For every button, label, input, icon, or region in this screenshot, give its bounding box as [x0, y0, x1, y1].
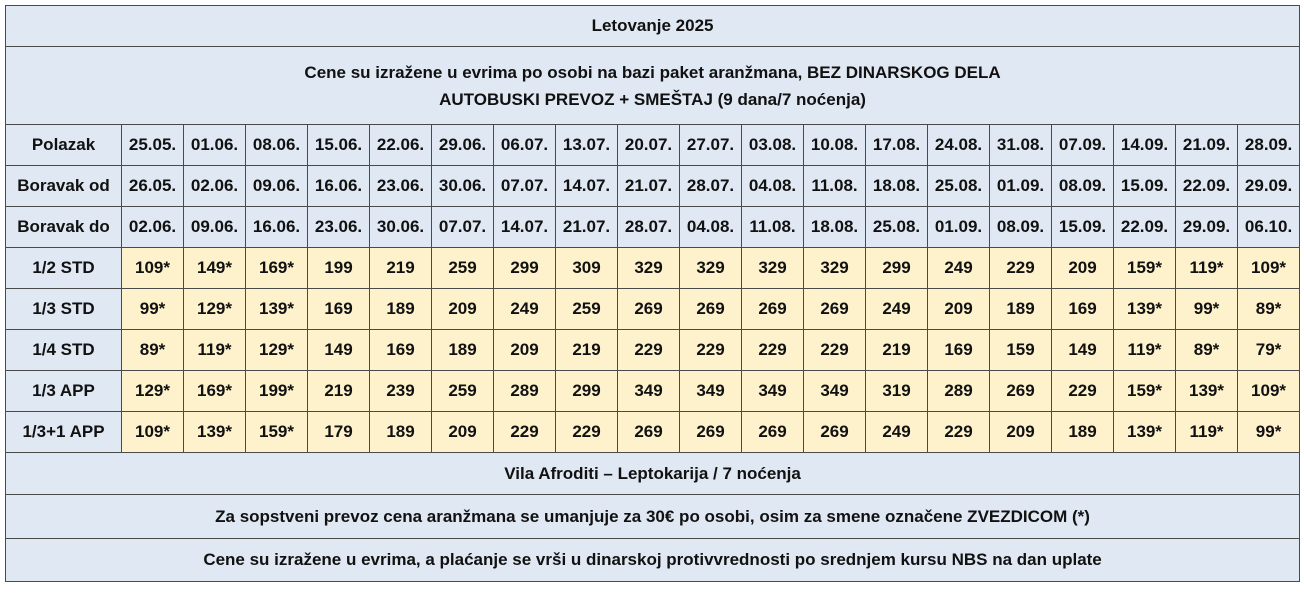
date-cell: 29.06. — [432, 125, 494, 166]
price-cell: 169* — [246, 248, 308, 289]
table-row — [6, 412, 1300, 453]
price-cell: 269 — [680, 289, 742, 330]
price-cell: 259 — [432, 248, 494, 289]
price-cell: 299 — [494, 248, 556, 289]
date-cell: 28.07. — [618, 207, 680, 248]
price-cell: 249 — [866, 412, 928, 453]
price-cell: 119* — [1114, 330, 1176, 371]
price-cell: 109* — [1238, 248, 1300, 289]
footer-transport-note: Za sopstveni prevoz cena aranžmana se umanjuje za 30€ po osobi, osim za smene označene ZVEZDICOM (*) — [6, 495, 1300, 539]
date-cell: 15.09. — [1052, 207, 1114, 248]
date-cell: 21.07. — [618, 166, 680, 207]
price-cell: 119* — [1176, 248, 1238, 289]
date-cell: 04.08. — [680, 207, 742, 248]
price-cell: 269 — [990, 371, 1052, 412]
price-cell: 349 — [804, 371, 866, 412]
date-cell: 13.07. — [556, 125, 618, 166]
table-row — [6, 166, 1300, 207]
price-cell: 289 — [494, 371, 556, 412]
date-cell: 18.08. — [866, 166, 928, 207]
table-row — [6, 248, 1300, 289]
price-cell: 109* — [1238, 371, 1300, 412]
date-cell: 06.10. — [1238, 207, 1300, 248]
date-cell: 11.08. — [742, 207, 804, 248]
price-cell: 229 — [680, 330, 742, 371]
price-cell: 249 — [866, 289, 928, 330]
date-cell: 14.09. — [1114, 125, 1176, 166]
price-cell: 89* — [122, 330, 184, 371]
footer-payment-note: Cene su izražene u evrima, a plaćanje se vrši u dinarskoj protivvrednosti po srednjem kursu NBS na dan uplate — [6, 539, 1300, 582]
price-cell: 179 — [308, 412, 370, 453]
price-cell: 299 — [866, 248, 928, 289]
date-cell: 22.09. — [1176, 166, 1238, 207]
date-cell: 30.06. — [370, 207, 432, 248]
footer-hotel: Vila Afroditi – Leptokarija / 7 noćenja — [6, 453, 1300, 495]
price-cell: 169 — [308, 289, 370, 330]
table-title: Letovanje 2025 — [6, 6, 1300, 47]
price-cell: 229 — [990, 248, 1052, 289]
row-label: 1/4 STD — [6, 330, 122, 371]
date-cell: 22.09. — [1114, 207, 1176, 248]
date-cell: 10.08. — [804, 125, 866, 166]
price-cell: 249 — [494, 289, 556, 330]
date-cell: 08.09. — [1052, 166, 1114, 207]
table-row — [6, 371, 1300, 412]
price-cell: 99* — [122, 289, 184, 330]
date-cell: 09.06. — [246, 166, 308, 207]
table-row — [6, 289, 1300, 330]
price-cell: 249 — [928, 248, 990, 289]
price-cell: 229 — [618, 330, 680, 371]
date-cell: 29.09. — [1176, 207, 1238, 248]
price-cell: 189 — [432, 330, 494, 371]
row-label: 1/2 STD — [6, 248, 122, 289]
price-cell: 349 — [680, 371, 742, 412]
date-cell: 20.07. — [618, 125, 680, 166]
price-cell: 209 — [990, 412, 1052, 453]
date-cell: 23.06. — [370, 166, 432, 207]
price-cell: 189 — [370, 289, 432, 330]
row-label: 1/3+1 APP — [6, 412, 122, 453]
row-label: Boravak do — [6, 207, 122, 248]
date-cell: 16.06. — [308, 166, 370, 207]
date-cell: 24.08. — [928, 125, 990, 166]
price-cell: 149* — [184, 248, 246, 289]
price-cell: 189 — [990, 289, 1052, 330]
price-cell: 119* — [184, 330, 246, 371]
price-cell: 139* — [1114, 412, 1176, 453]
price-cell: 139* — [1114, 289, 1176, 330]
date-cell: 31.08. — [990, 125, 1052, 166]
date-cell: 06.07. — [494, 125, 556, 166]
price-cell: 329 — [618, 248, 680, 289]
price-cell: 329 — [804, 248, 866, 289]
price-cell: 169* — [184, 371, 246, 412]
date-cell: 18.08. — [804, 207, 866, 248]
date-cell: 01.06. — [184, 125, 246, 166]
price-cell: 209 — [494, 330, 556, 371]
price-cell: 169 — [1052, 289, 1114, 330]
price-cell: 259 — [432, 371, 494, 412]
price-cell: 269 — [804, 412, 866, 453]
date-cell: 23.06. — [308, 207, 370, 248]
price-cell: 159* — [1114, 248, 1176, 289]
price-cell: 139* — [246, 289, 308, 330]
price-cell: 89* — [1238, 289, 1300, 330]
price-cell: 149 — [308, 330, 370, 371]
date-cell: 15.09. — [1114, 166, 1176, 207]
price-cell: 209 — [432, 412, 494, 453]
price-cell: 199 — [308, 248, 370, 289]
date-cell: 07.07. — [494, 166, 556, 207]
date-cell: 29.09. — [1238, 166, 1300, 207]
date-cell: 04.08. — [742, 166, 804, 207]
date-cell: 03.08. — [742, 125, 804, 166]
price-cell: 349 — [742, 371, 804, 412]
price-cell: 159* — [1114, 371, 1176, 412]
date-cell: 28.09. — [1238, 125, 1300, 166]
subtitle-line-1: Cene su izražene u evrima po osobi na bazi paket aranžmana, BEZ DINARSKOG DELA — [304, 62, 1001, 82]
price-cell: 149 — [1052, 330, 1114, 371]
price-cell: 189 — [1052, 412, 1114, 453]
date-cell: 25.08. — [928, 166, 990, 207]
table-subtitle — [6, 47, 1300, 125]
price-cell: 129* — [184, 289, 246, 330]
date-cell: 02.06. — [122, 207, 184, 248]
price-cell: 219 — [556, 330, 618, 371]
price-cell: 159* — [246, 412, 308, 453]
price-table — [5, 5, 1300, 582]
row-label: 1/3 STD — [6, 289, 122, 330]
price-cell: 209 — [928, 289, 990, 330]
price-cell: 219 — [308, 371, 370, 412]
date-cell: 26.05. — [122, 166, 184, 207]
price-cell: 169 — [370, 330, 432, 371]
price-cell: 239 — [370, 371, 432, 412]
date-cell: 21.09. — [1176, 125, 1238, 166]
row-label: Boravak od — [6, 166, 122, 207]
price-cell: 269 — [618, 412, 680, 453]
price-cell: 319 — [866, 371, 928, 412]
date-cell: 08.09. — [990, 207, 1052, 248]
price-cell: 99* — [1176, 289, 1238, 330]
price-cell: 209 — [432, 289, 494, 330]
date-cell: 25.05. — [122, 125, 184, 166]
date-cell: 15.06. — [308, 125, 370, 166]
date-cell: 16.06. — [246, 207, 308, 248]
date-cell: 14.07. — [494, 207, 556, 248]
date-cell: 02.06. — [184, 166, 246, 207]
date-cell: 21.07. — [556, 207, 618, 248]
price-cell: 109* — [122, 412, 184, 453]
date-cell: 28.07. — [680, 166, 742, 207]
date-cell: 07.09. — [1052, 125, 1114, 166]
price-cell: 189 — [370, 412, 432, 453]
price-cell: 329 — [742, 248, 804, 289]
price-cell: 229 — [1052, 371, 1114, 412]
price-cell: 99* — [1238, 412, 1300, 453]
price-cell: 199* — [246, 371, 308, 412]
date-cell: 01.09. — [928, 207, 990, 248]
price-cell: 269 — [618, 289, 680, 330]
table-row — [6, 125, 1300, 166]
price-cell: 309 — [556, 248, 618, 289]
price-cell: 159 — [990, 330, 1052, 371]
price-cell: 129* — [122, 371, 184, 412]
price-list — [5, 5, 1300, 582]
price-cell: 79* — [1238, 330, 1300, 371]
price-cell: 229 — [556, 412, 618, 453]
price-cell: 139* — [1176, 371, 1238, 412]
price-cell: 349 — [618, 371, 680, 412]
subtitle-line-2: AUTOBUSKI PREVOZ + SMEŠTAJ (9 dana/7 noćenja) — [439, 89, 866, 109]
price-cell: 289 — [928, 371, 990, 412]
price-cell: 139* — [184, 412, 246, 453]
date-cell: 11.08. — [804, 166, 866, 207]
price-cell: 119* — [1176, 412, 1238, 453]
price-cell: 229 — [804, 330, 866, 371]
price-cell: 229 — [494, 412, 556, 453]
row-label: 1/3 APP — [6, 371, 122, 412]
date-cell: 27.07. — [680, 125, 742, 166]
date-cell: 17.08. — [866, 125, 928, 166]
price-cell: 269 — [742, 289, 804, 330]
price-cell: 89* — [1176, 330, 1238, 371]
date-cell: 08.06. — [246, 125, 308, 166]
price-cell: 259 — [556, 289, 618, 330]
date-cell: 01.09. — [990, 166, 1052, 207]
row-label: Polazak — [6, 125, 122, 166]
date-cell: 22.06. — [370, 125, 432, 166]
price-cell: 269 — [742, 412, 804, 453]
date-cell: 14.07. — [556, 166, 618, 207]
price-cell: 229 — [928, 412, 990, 453]
table-row — [6, 330, 1300, 371]
date-cell: 30.06. — [432, 166, 494, 207]
price-cell: 299 — [556, 371, 618, 412]
price-cell: 219 — [866, 330, 928, 371]
price-cell: 269 — [804, 289, 866, 330]
price-cell: 169 — [928, 330, 990, 371]
price-cell: 329 — [680, 248, 742, 289]
price-cell: 109* — [122, 248, 184, 289]
date-cell: 09.06. — [184, 207, 246, 248]
price-cell: 219 — [370, 248, 432, 289]
price-cell: 129* — [246, 330, 308, 371]
price-cell: 229 — [742, 330, 804, 371]
price-cell: 209 — [1052, 248, 1114, 289]
table-row — [6, 207, 1300, 248]
date-cell: 25.08. — [866, 207, 928, 248]
date-cell: 07.07. — [432, 207, 494, 248]
price-cell: 269 — [680, 412, 742, 453]
